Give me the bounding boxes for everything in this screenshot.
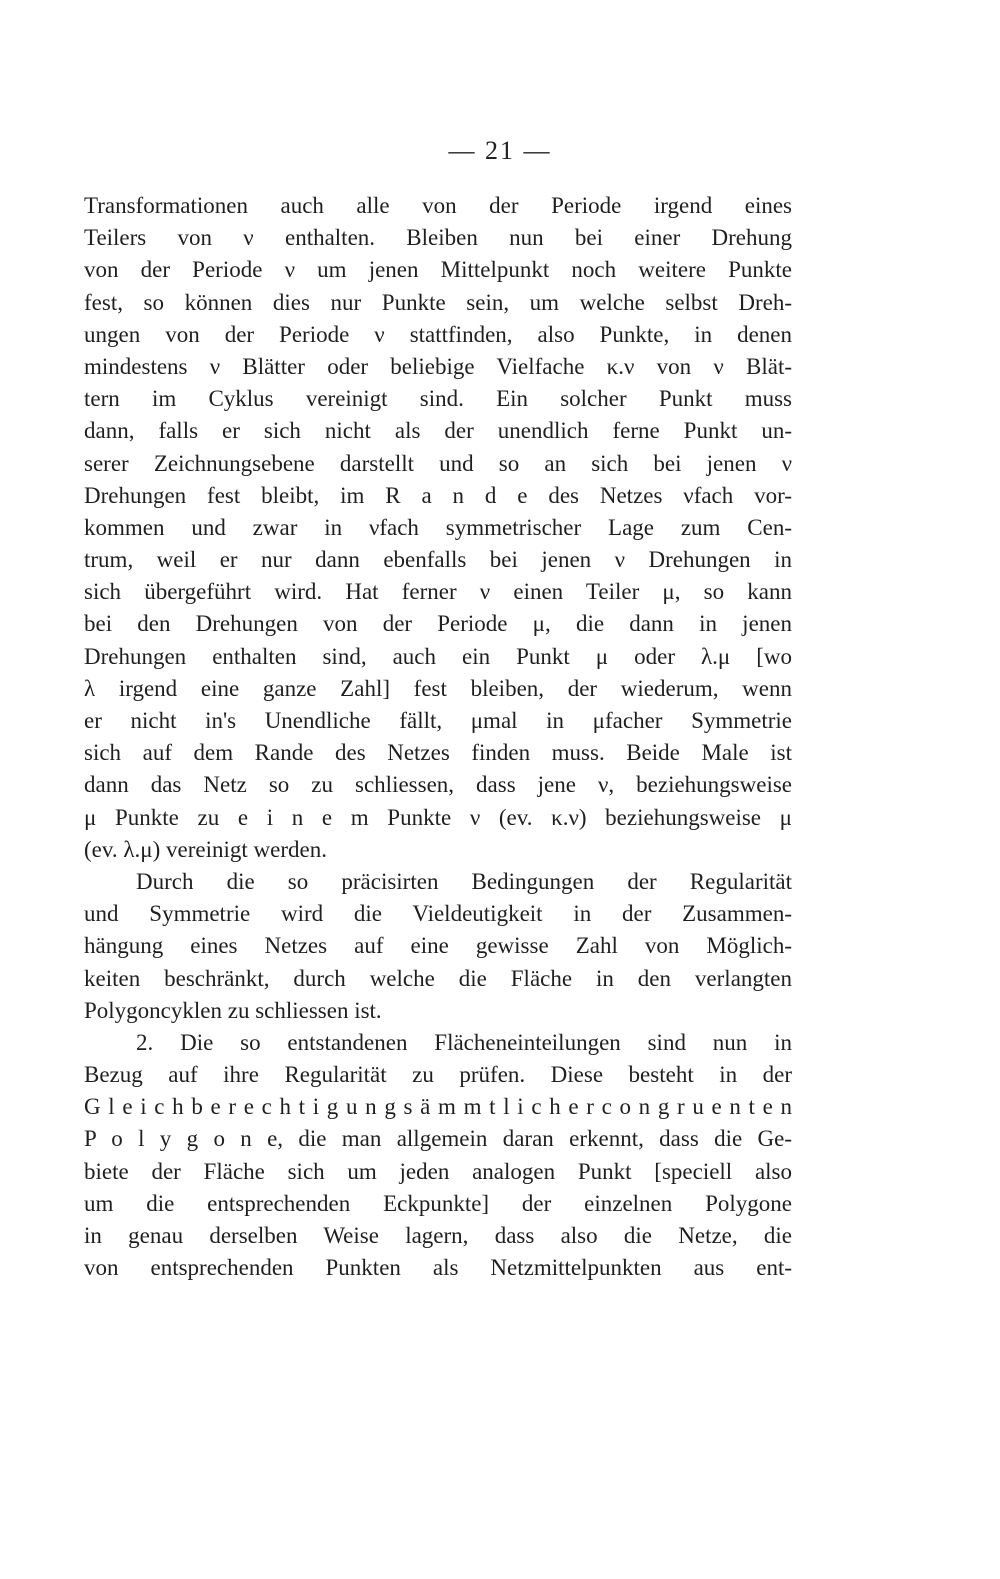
text-line: Teilers von ν enthalten. Bleiben nun bei einer Drehung: [84, 225, 792, 251]
text-line: kommen und zwar in νfach symmetrischer Lage zum Cen-: [84, 514, 792, 540]
text-line: Drehungen fest bleibt, im R a n d e des Netzes νfach vor-: [84, 482, 792, 508]
text-line: P o l y g o n e, die man allgemein daran erkennt, dass die Ge-: [84, 1126, 792, 1152]
text-line: serer Zeichnungsebene darstellt und so an sich bei jenen ν: [84, 450, 792, 476]
text-line: λ irgend eine ganze Zahl] fest bleiben, der wiederum, wenn: [84, 675, 792, 701]
text-line: um die entsprechenden Eckpunkte] der einzelnen Polygone: [84, 1190, 792, 1216]
text-line: Transformationen auch alle von der Periode irgend eines: [84, 193, 792, 218]
body-text: [84, 190, 792, 1284]
text-line: (ev. λ.μ) vereinigt werden.: [84, 836, 327, 862]
text-line: tern im Cyklus vereinigt sind. Ein solcher Punkt muss: [84, 386, 792, 412]
text-line: in genau derselben Weise lagern, dass also die Netze, die: [84, 1223, 792, 1248]
text-line: dann das Netz so zu schliessen, dass jene ν, beziehungsweise: [84, 772, 792, 798]
text-line: von entsprechenden Punkten als Netzmittelpunkten aus ent-: [84, 1255, 792, 1281]
text-line: mindestens ν Blätter oder beliebige Vielfache κ.ν von ν Blät-: [84, 353, 792, 379]
text-line: sich übergeführt wird. Hat ferner ν einen Teiler μ, so kann: [84, 579, 792, 605]
text-line: μ Punkte zu e i n e m Punkte ν (ev. κ.ν) beziehungsweise μ: [84, 804, 792, 830]
text-line: ungen von der Periode ν stattfinden, also Punkte, in denen: [84, 321, 792, 347]
text-line: sich auf dem Rande des Netzes finden muss. Beide Male ist: [84, 740, 792, 766]
text-line: Durch die so präcisirten Bedingungen der Regularität: [136, 868, 792, 894]
text-line: Drehungen enthalten sind, auch ein Punkt μ oder λ.μ [wo: [84, 643, 792, 669]
text-line: keiten beschränkt, durch welche die Fläche in den verlangten: [84, 965, 792, 991]
text-line: fest, so können dies nur Punkte sein, um welche selbst Dreh-: [84, 289, 792, 315]
text-line: trum, weil er nur dann ebenfalls bei jenen ν Drehungen in: [84, 547, 792, 573]
text-line: bei den Drehungen von der Periode μ, die dann in jenen: [84, 611, 792, 637]
text-line: Polygoncyklen zu schliessen ist.: [84, 997, 382, 1023]
text-line: G l e i c h b e r e c h t i g u n g s ä m m t l i c h e r c o n g r u e n t e n: [84, 1094, 792, 1120]
text-line: und Symmetrie wird die Vieldeutigkeit in der Zusammen-: [84, 901, 792, 927]
text-line: dann, falls er sich nicht als der unendlich ferne Punkt un-: [84, 418, 792, 444]
text-line: er nicht in's Unendliche fällt, μmal in μfacher Symmetrie: [84, 708, 792, 733]
text-line: Bezug auf ihre Regularität zu prüfen. Diese besteht in der: [84, 1062, 792, 1088]
text-line: 2. Die so entstandenen Flächeneinteilungen sind nun in: [136, 1029, 792, 1055]
text-line: biete der Fläche sich um jeden analogen Punkt [speciell also: [84, 1158, 792, 1184]
text-line: hängung eines Netzes auf eine gewisse Zahl von Möglich-: [84, 933, 792, 959]
page-number: — 21 —: [448, 136, 552, 165]
text-line: von der Periode ν um jenen Mittelpunkt noch weitere Punkte: [84, 257, 792, 283]
